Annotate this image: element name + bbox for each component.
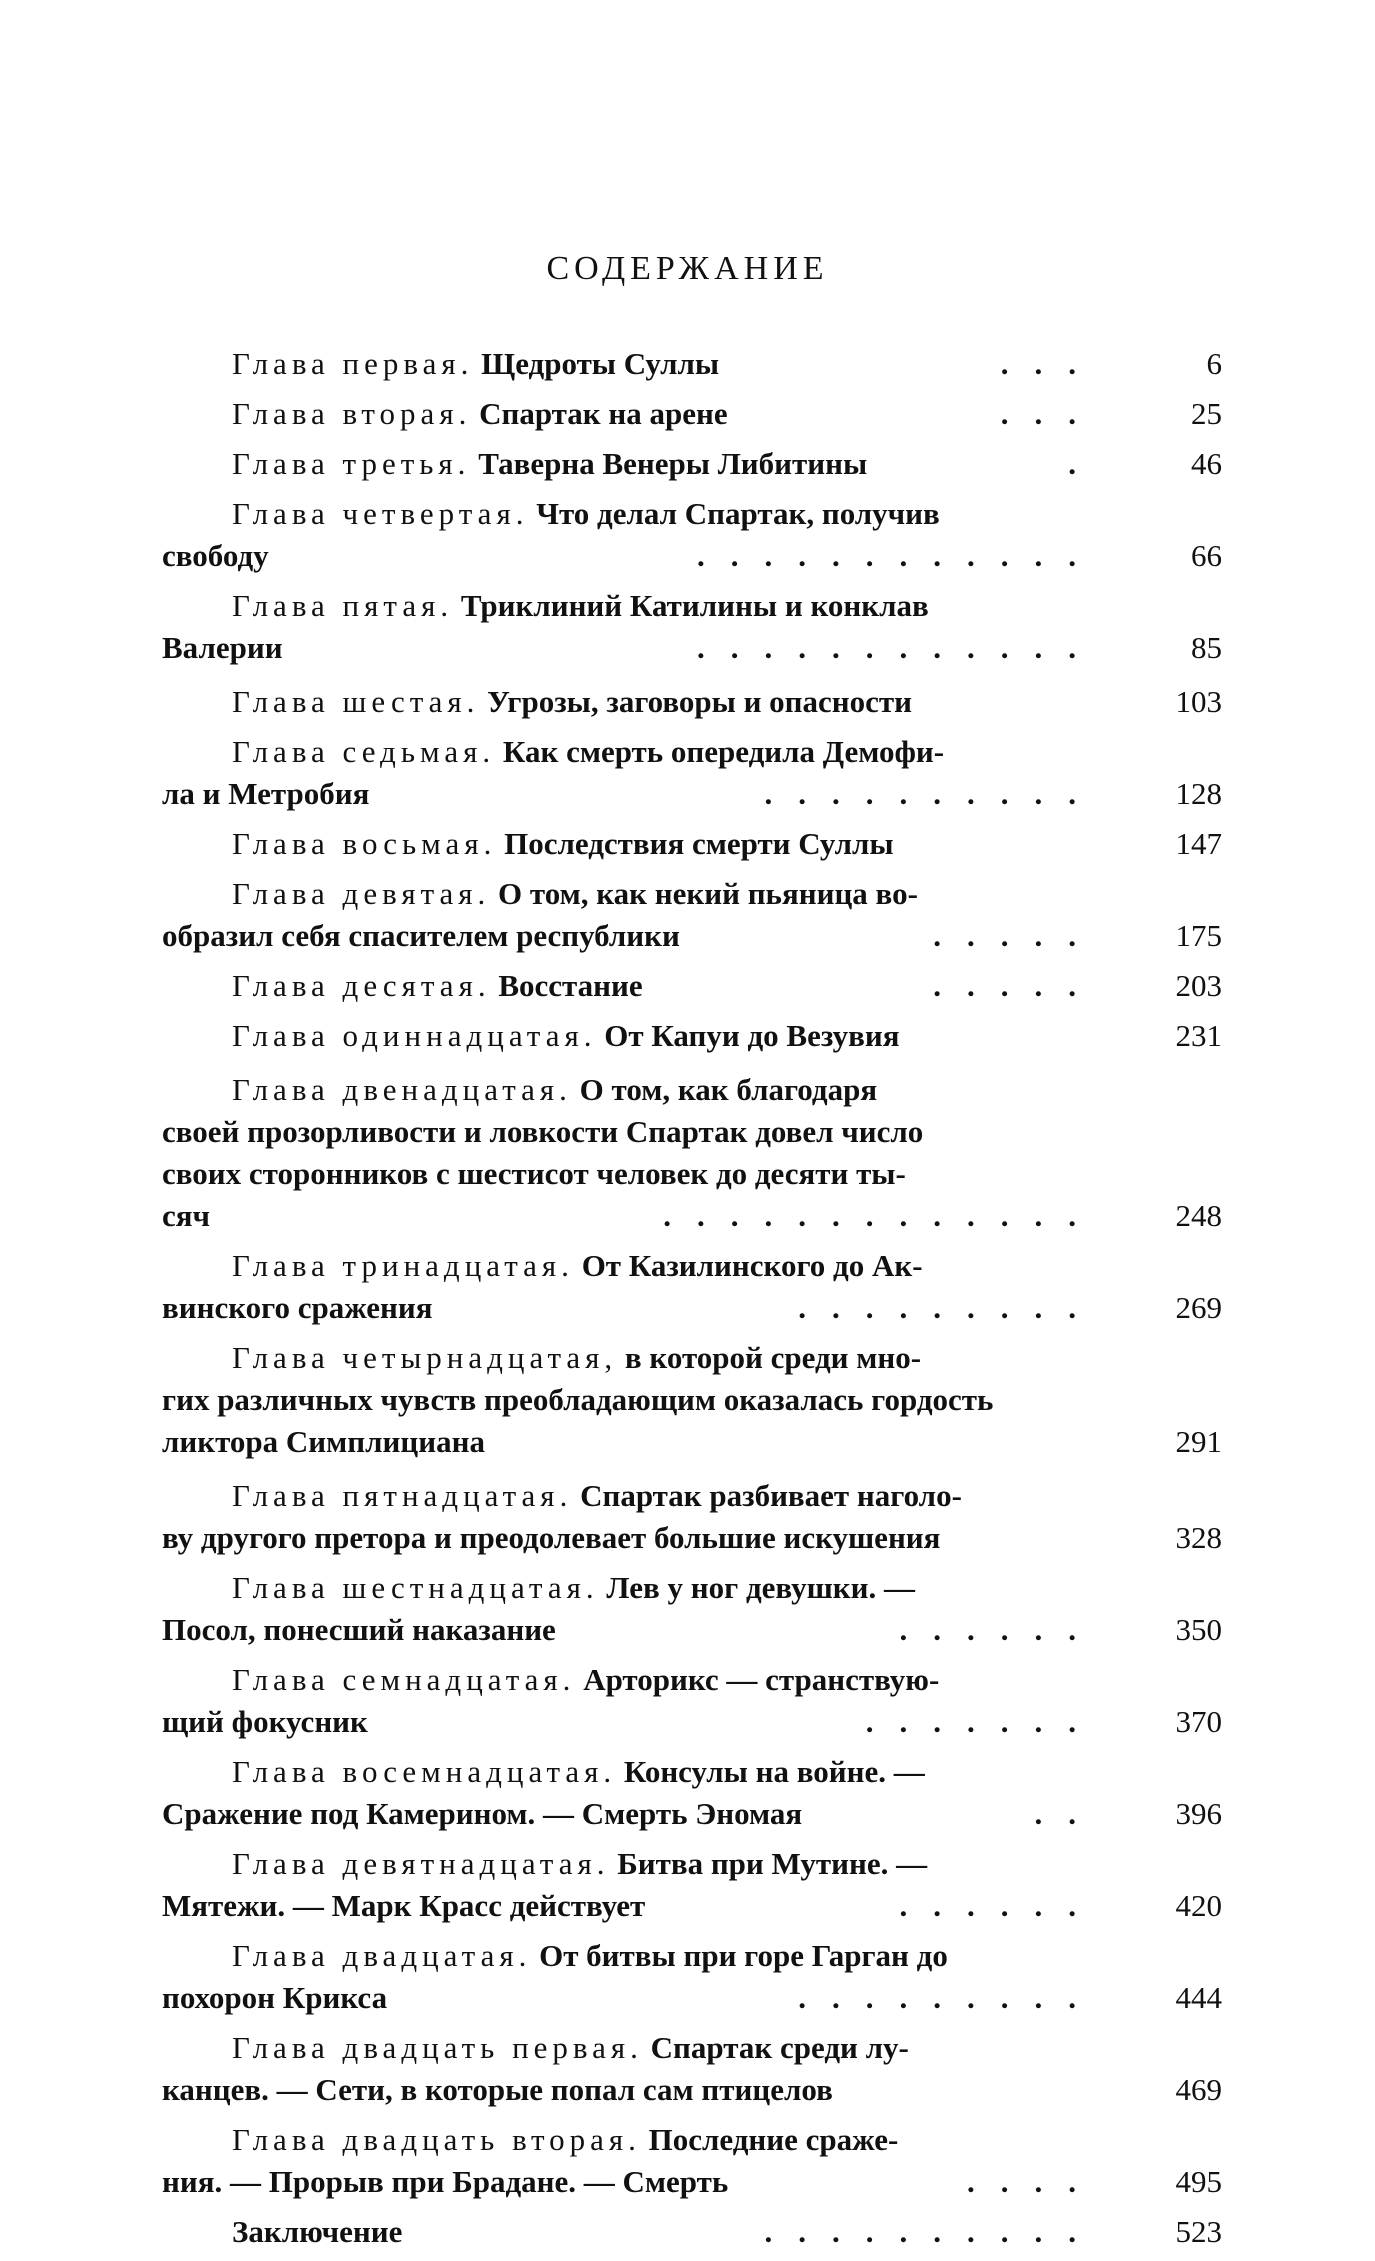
- page-number: 328: [1175, 1520, 1222, 1555]
- chapter-heading: Глава четырнадцатая,: [232, 1340, 618, 1375]
- toc-line: [162, 1069, 1222, 1111]
- toc-line: [162, 1885, 1222, 1927]
- toc-line-text: [232, 1015, 900, 1057]
- toc-line-text: [232, 2119, 898, 2161]
- chapter-title-text: О том, как благодаря: [579, 1072, 878, 1107]
- toc-line: [162, 1421, 1222, 1463]
- toc-line-text: [232, 443, 867, 485]
- chapter-title-text: ла и Метробия: [162, 776, 370, 811]
- toc-line: [162, 1245, 1222, 1287]
- page-number: 444: [1175, 1980, 1222, 2015]
- table-of-contents: [162, 343, 1222, 2261]
- toc-line-text: [162, 1421, 485, 1463]
- chapter-title-text: ния. — Прорыв при Брадане. — Смерть: [162, 2164, 729, 2199]
- toc-line: [162, 2027, 1222, 2069]
- toc-line: [162, 1015, 1222, 1057]
- toc-line: [162, 873, 1222, 915]
- page-number: 495: [1175, 2164, 1222, 2199]
- dot-leader: ..: [1034, 1796, 1102, 1831]
- toc-line-text: [162, 1701, 368, 1743]
- toc-line: [162, 731, 1222, 773]
- page-number: 396: [1175, 1796, 1222, 1831]
- chapter-heading: Глава двадцать вторая.: [232, 2122, 641, 2157]
- toc-line: [162, 1793, 1222, 1835]
- chapter-title-text: Таверна Венеры Либитины: [478, 446, 868, 481]
- toc-entry: [162, 873, 1222, 957]
- chapter-heading: Глава восемнадцатая.: [232, 1754, 617, 1789]
- chapter-heading: Глава восьмая.: [232, 826, 497, 861]
- dot-leader: .: [1068, 446, 1102, 481]
- page-number: 469: [1175, 2072, 1222, 2107]
- toc-line: [162, 2069, 1222, 2111]
- chapter-title-text: Восстание: [498, 968, 643, 1003]
- page-number: 85: [1191, 630, 1222, 665]
- toc-line: [162, 915, 1222, 957]
- chapter-title-text: Сражение под Камерином. — Смерть Эномая: [162, 1796, 803, 1831]
- chapter-title-text: Как смерть опередила Демофи-: [502, 734, 945, 769]
- toc-entry: [162, 2119, 1222, 2203]
- toc-line-text: [232, 2027, 909, 2069]
- toc-line: [162, 1195, 1222, 1237]
- toc-line-text: [232, 1935, 948, 1977]
- chapter-heading: Глава третья.: [232, 446, 471, 481]
- toc-line: [162, 1935, 1222, 1977]
- dot-leader: .........: [798, 1980, 1102, 2015]
- toc-line: [162, 1475, 1222, 1517]
- chapter-title-text: Лев у ног девушки. —: [606, 1570, 915, 1605]
- toc-line-text: [162, 1287, 433, 1329]
- toc-line-text: [162, 1195, 210, 1237]
- chapter-title-text: Последствия смерти Суллы: [504, 826, 894, 861]
- dot-leader: .........: [798, 1290, 1102, 1325]
- toc-line-text: [162, 1885, 645, 1927]
- toc-entry: [162, 343, 1222, 385]
- toc-line-text: [232, 493, 940, 535]
- toc-line-text: [162, 1977, 387, 2019]
- page-number: 420: [1175, 1888, 1222, 1923]
- chapter-heading: Глава девятнадцатая.: [232, 1846, 610, 1881]
- toc-line: [162, 1111, 1222, 1153]
- toc-line: [162, 1287, 1222, 1329]
- toc-entry: [162, 493, 1222, 577]
- toc-line-text: [162, 535, 269, 577]
- dot-leader: ......: [899, 1888, 1102, 1923]
- page-number: 291: [1175, 1424, 1222, 1459]
- toc-line: [162, 2119, 1222, 2161]
- toc-line-text: [232, 1659, 939, 1701]
- toc-line-text: [232, 1751, 925, 1793]
- chapter-title-text: своей прозорливости и ловкости Спартак довел число: [162, 1114, 924, 1149]
- toc-entry: [162, 2211, 1222, 2253]
- page-number: 203: [1175, 968, 1222, 1003]
- toc-entry: [162, 393, 1222, 435]
- chapter-title-text: Триклиний Катилины и конклав: [460, 588, 929, 623]
- toc-line: [162, 1751, 1222, 1793]
- chapter-title-text: Последние сраже-: [648, 2122, 899, 2157]
- chapter-title-text: винского сражения: [162, 1290, 433, 1325]
- toc-line-text: [162, 1379, 993, 1421]
- toc-entry: [162, 585, 1222, 669]
- toc-line: [162, 1153, 1222, 1195]
- chapter-title-text: сяч: [162, 1198, 211, 1233]
- toc-entry: [162, 1015, 1222, 1057]
- chapter-title-text: От Казилинского до Ак-: [581, 1248, 923, 1283]
- toc-line: [162, 2211, 1222, 2253]
- chapter-title-text: ликтора Симплициана: [162, 1424, 485, 1459]
- chapter-heading: Глава десятая.: [232, 968, 491, 1003]
- toc-entry: [162, 823, 1222, 865]
- dot-leader: .....: [933, 968, 1102, 1003]
- page-number: 523: [1175, 2214, 1222, 2249]
- page-number: 46: [1191, 446, 1222, 481]
- toc-line-text: [162, 1609, 556, 1651]
- toc-line: [162, 535, 1222, 577]
- chapter-heading: Глава одиннадцатая.: [232, 1018, 597, 1053]
- chapter-heading: Глава семнадцатая.: [232, 1662, 576, 1697]
- page-number: 248: [1175, 1198, 1222, 1233]
- page-number: 66: [1191, 538, 1222, 573]
- toc-entry: [162, 1567, 1222, 1651]
- toc-line-text: [232, 873, 918, 915]
- toc-line-text: [162, 1517, 940, 1559]
- chapter-title-text: Консулы на войне. —: [623, 1754, 925, 1789]
- toc-line: [162, 2161, 1222, 2203]
- toc-line-text: [232, 823, 894, 865]
- chapter-title-text: Спартак разбивает наголо-: [580, 1478, 962, 1513]
- chapter-title-text: Щедроты Суллы: [481, 346, 720, 381]
- chapter-title-text: Спартак среди лу-: [650, 2030, 909, 2065]
- toc-line-text: [162, 915, 680, 957]
- chapter-title-text: Мятежи. — Марк Красс действует: [162, 1888, 646, 1923]
- toc-line-text: [232, 681, 912, 723]
- chapter-title-text: Арторикс — странствую-: [583, 1662, 940, 1697]
- page-number: 128: [1175, 776, 1222, 811]
- toc-entry: [162, 1475, 1222, 1559]
- chapter-title-text: Посол, понесший наказание: [162, 1612, 556, 1647]
- dot-leader: ............: [697, 538, 1102, 573]
- page-number: 350: [1175, 1612, 1222, 1647]
- toc-entry: [162, 1935, 1222, 2019]
- toc-line: [162, 1659, 1222, 1701]
- toc-line-text: [232, 1475, 962, 1517]
- toc-line: [162, 1609, 1222, 1651]
- chapter-title-text: своих сторонников с шестисот человек до десяти ты-: [162, 1156, 906, 1191]
- chapter-title-text: Что делал Спартак, получив: [536, 496, 940, 531]
- dot-leader: ......: [899, 1612, 1102, 1647]
- chapter-title-text: Заключение: [232, 2214, 403, 2249]
- toc-line-text: [232, 1069, 877, 1111]
- chapter-title-text: Спартак на арене: [479, 396, 728, 431]
- chapter-heading: Глава девятая.: [232, 876, 491, 911]
- chapter-title-text: Угрозы, заговоры и опасности: [487, 684, 913, 719]
- chapter-title-text: От Капуи до Везувия: [604, 1018, 900, 1053]
- toc-line: [162, 343, 1222, 385]
- chapter-heading: Глава седьмая.: [232, 734, 496, 769]
- toc-entry: [162, 731, 1222, 815]
- toc-entry: [162, 965, 1222, 1007]
- toc-line: [162, 1337, 1222, 1379]
- chapter-title-text: канцев. — Сети, в которые попал сам птицелов: [162, 2072, 833, 2107]
- toc-line: [162, 585, 1222, 627]
- page-number: 147: [1175, 826, 1222, 861]
- chapter-title-text: похорон Крикса: [162, 1980, 388, 2015]
- toc-entry: [162, 1069, 1222, 1237]
- toc-line-text: [232, 1337, 921, 1379]
- chapter-heading: Глава вторая.: [232, 396, 472, 431]
- toc-line-text: [232, 731, 944, 773]
- page-number: 231: [1175, 1018, 1222, 1053]
- toc-entry: [162, 1843, 1222, 1927]
- toc-entry: [162, 443, 1222, 485]
- toc-line-text: [232, 1245, 923, 1287]
- chapter-title-text: ву другого претора и преодолевает большие искушения: [162, 1520, 941, 1555]
- toc-line: [162, 1977, 1222, 2019]
- page-number: 25: [1191, 396, 1222, 431]
- toc-line: [162, 493, 1222, 535]
- toc-line-text: [162, 1793, 802, 1835]
- page-number: 6: [1206, 346, 1222, 381]
- chapter-heading: Глава двенадцатая.: [232, 1072, 572, 1107]
- chapter-title-text: щий фокусник: [162, 1704, 368, 1739]
- toc-line-text: [162, 1153, 906, 1195]
- dot-leader: .....: [933, 918, 1102, 953]
- toc-line-text: [232, 585, 929, 627]
- page-title: СОДЕРЖАНИЕ: [546, 250, 829, 287]
- chapter-heading: Глава первая.: [232, 346, 474, 381]
- chapter-heading: Глава двадцатая.: [232, 1938, 532, 1973]
- page-number: 175: [1175, 918, 1222, 953]
- toc-line-text: [162, 773, 369, 815]
- toc-line-text: [162, 2161, 728, 2203]
- toc-line: [162, 1567, 1222, 1609]
- chapter-heading: Глава шестнадцатая.: [232, 1570, 599, 1605]
- toc-line: [162, 1517, 1222, 1559]
- chapter-heading: Глава четвертая.: [232, 496, 529, 531]
- toc-line: [162, 1843, 1222, 1885]
- toc-line-text: [232, 343, 719, 385]
- page-number: 103: [1175, 684, 1222, 719]
- toc-line-text: [232, 965, 643, 1007]
- toc-entry: [162, 1245, 1222, 1329]
- toc-line-text: [232, 393, 728, 435]
- toc-line: [162, 823, 1222, 865]
- toc-entry: [162, 2027, 1222, 2111]
- dot-leader: ..........: [764, 776, 1102, 811]
- chapter-title-text: Валерии: [162, 630, 283, 665]
- toc-line: [162, 627, 1222, 669]
- dot-leader: .............: [663, 1198, 1102, 1233]
- toc-line: [162, 1701, 1222, 1743]
- dot-leader: ............: [697, 630, 1102, 665]
- toc-line: [162, 393, 1222, 435]
- toc-entry: [162, 1751, 1222, 1835]
- chapter-title-text: Битва при Мутине. —: [617, 1846, 928, 1881]
- chapter-title-text: От битвы при горе Гарган до: [539, 1938, 948, 1973]
- toc-entry: [162, 1337, 1222, 1463]
- toc-entry: [162, 1659, 1222, 1743]
- dot-leader: ...: [1000, 396, 1102, 431]
- dot-leader: ....: [967, 2164, 1102, 2199]
- toc-line-text: [162, 1111, 923, 1153]
- toc-line-text: [162, 2069, 833, 2111]
- dot-leader: ...: [1000, 346, 1102, 381]
- toc-line: [162, 965, 1222, 1007]
- dot-leader: ..........: [764, 2214, 1102, 2249]
- toc-line-text: [162, 627, 283, 669]
- toc-line: [162, 443, 1222, 485]
- page-number: 370: [1175, 1704, 1222, 1739]
- chapter-title-text: образил себя спасителем республики: [162, 918, 680, 953]
- toc-line-text: [232, 1567, 915, 1609]
- chapter-heading: Глава шестая.: [232, 684, 480, 719]
- chapter-title-text: в которой среди мно-: [624, 1340, 922, 1375]
- toc-line-text: [232, 2211, 402, 2253]
- page-number: 269: [1175, 1290, 1222, 1325]
- chapter-heading: Глава тринадцатая.: [232, 1248, 574, 1283]
- chapter-title-text: свободу: [162, 538, 269, 573]
- chapter-title-text: О том, как некий пьяница во-: [498, 876, 918, 911]
- toc-line: [162, 773, 1222, 815]
- toc-entry: [162, 681, 1222, 723]
- toc-line: [162, 1379, 1222, 1421]
- dot-leader: .......: [865, 1704, 1102, 1739]
- toc-line: [162, 681, 1222, 723]
- chapter-heading: Глава пятнадцатая.: [232, 1478, 573, 1513]
- chapter-heading: Глава двадцать первая.: [232, 2030, 643, 2065]
- toc-line-text: [232, 1843, 927, 1885]
- chapter-title-text: гих различных чувств преобладающим оказалась гордость: [162, 1382, 994, 1417]
- chapter-heading: Глава пятая.: [232, 588, 454, 623]
